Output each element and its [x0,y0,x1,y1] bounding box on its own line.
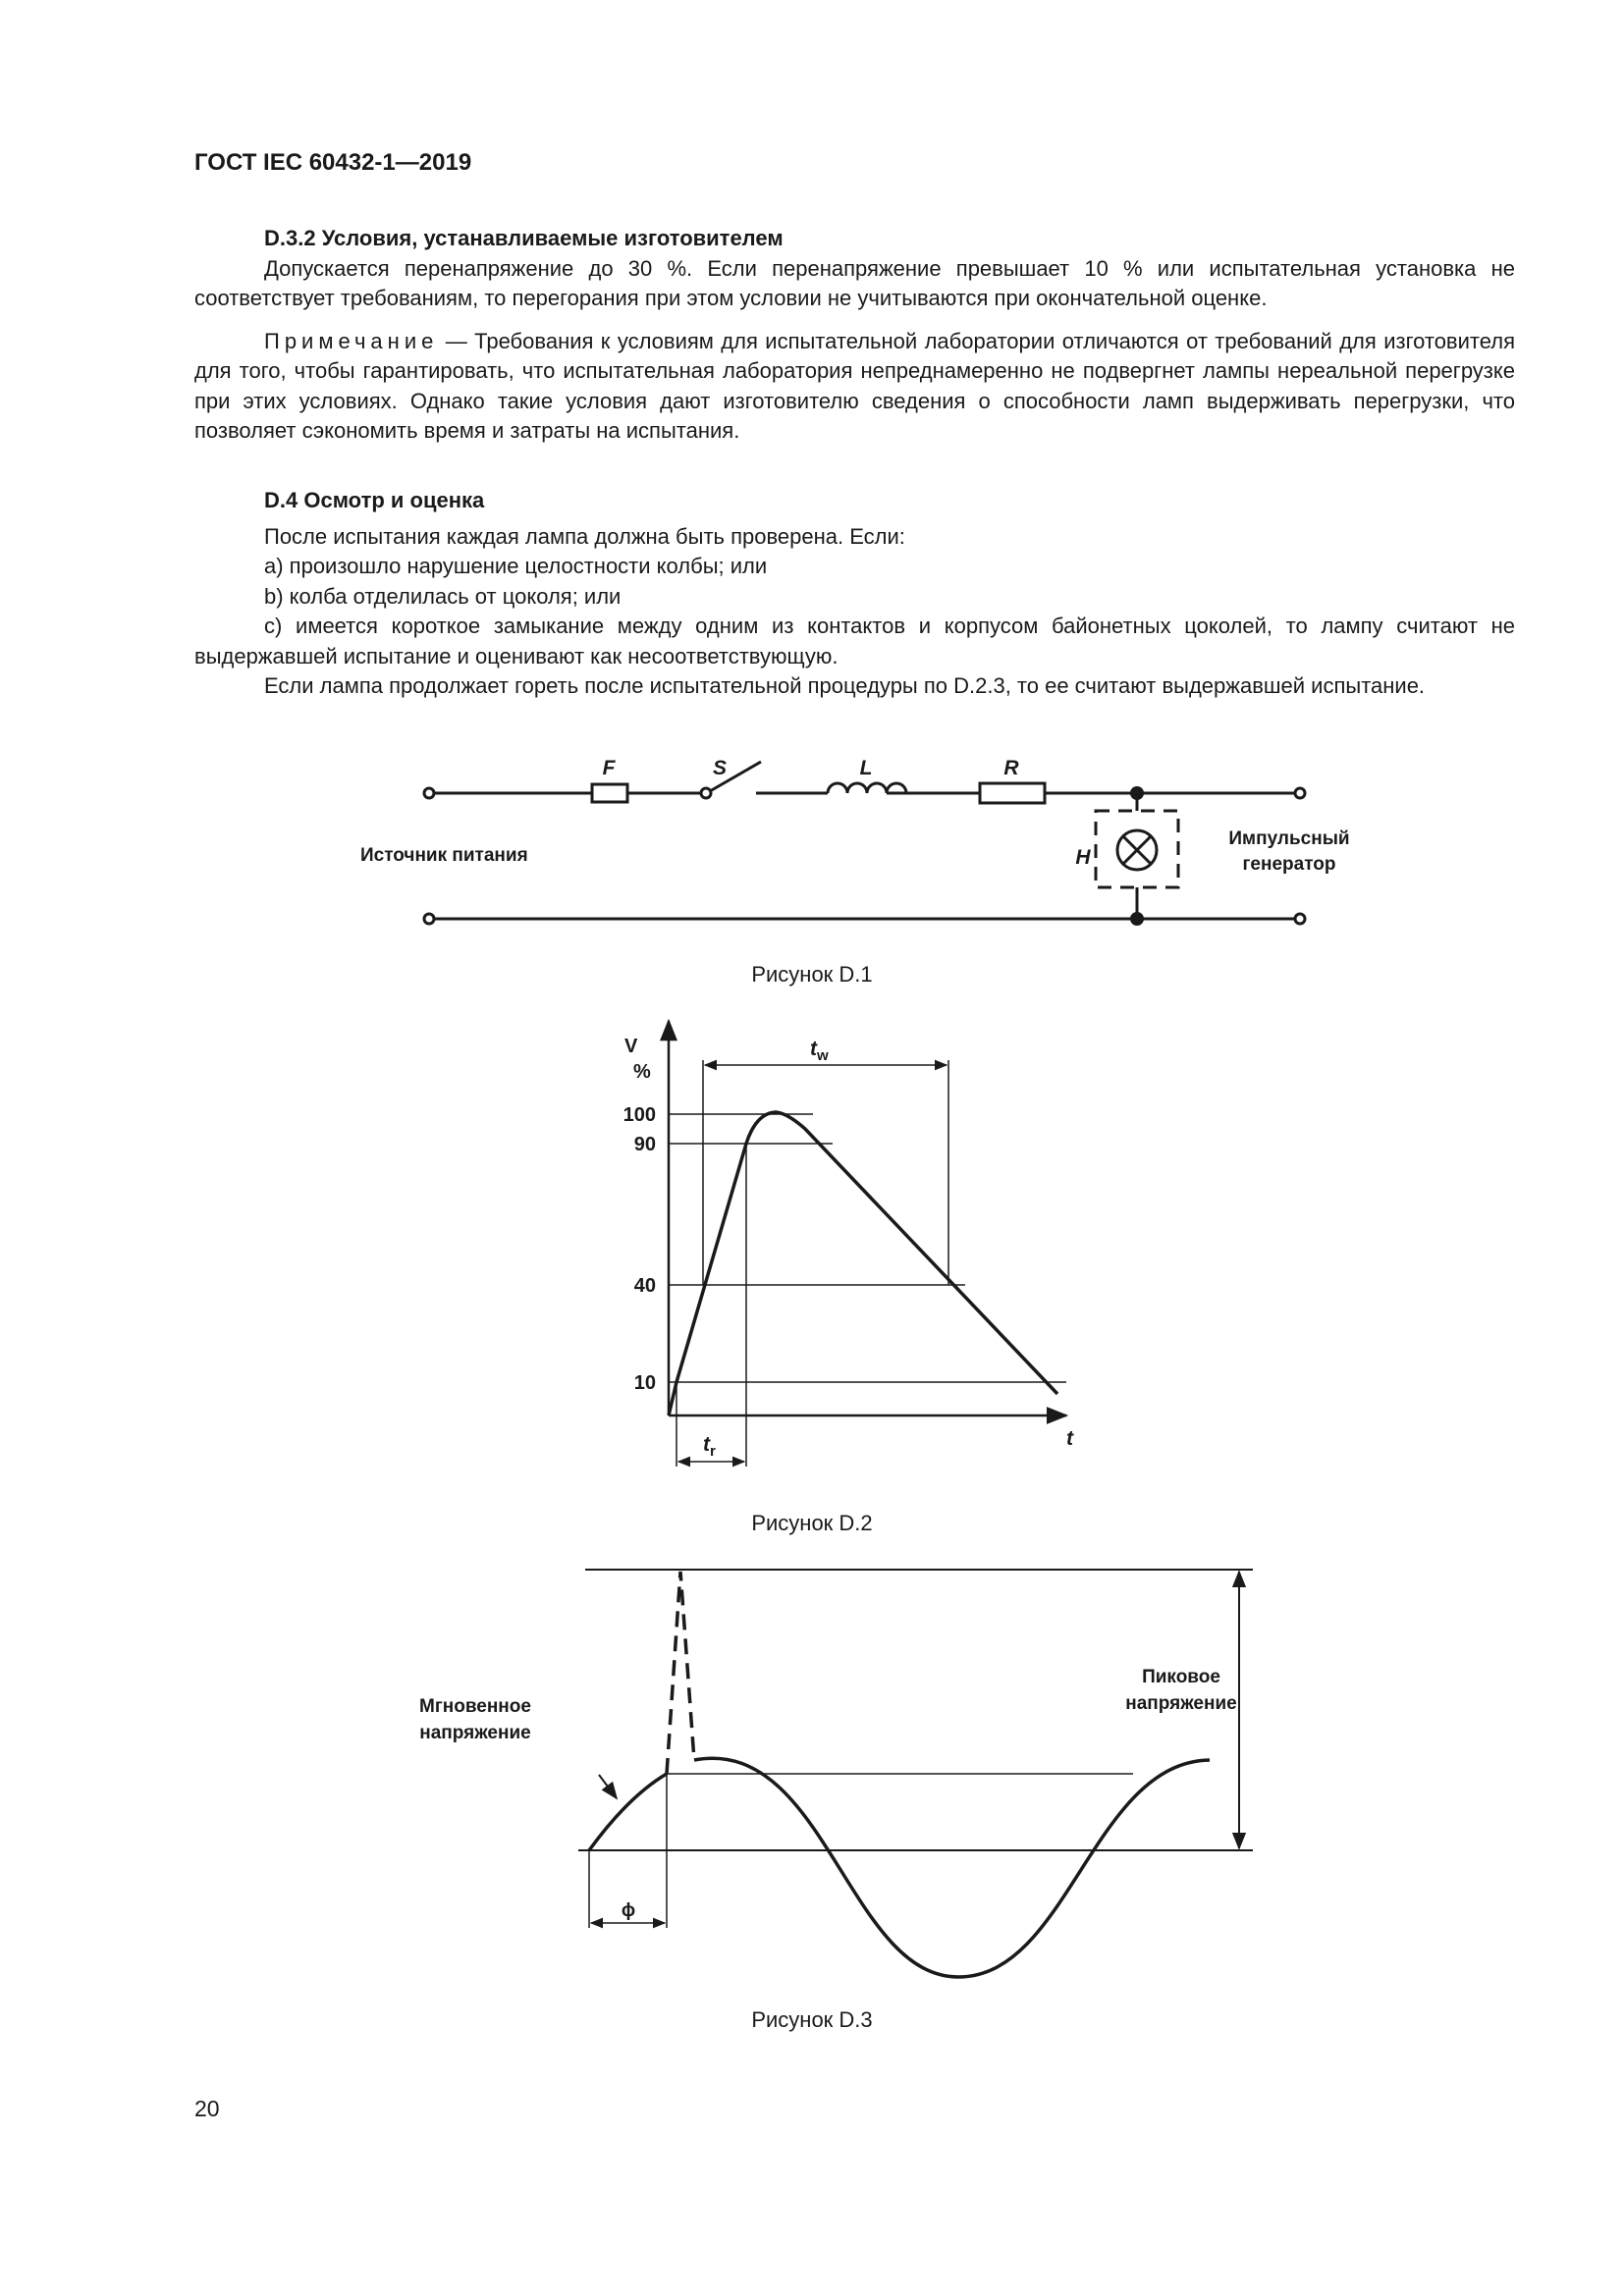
section-heading-d4: D.4 Осмотр и оценка [264,488,485,512]
terminal-top-right [1295,788,1305,798]
source-label: Источник питания [360,845,528,866]
paragraph-intro: После испытания каждая лампа должна быть проверена. Если: [264,523,905,549]
axis-v-label: V [624,1036,638,1057]
generator-label-1: Импульсный [1228,828,1350,849]
junction-top [1130,786,1144,800]
switch-s-pivot [701,788,711,798]
label-s: S [712,757,728,779]
instant-voltage-curve [589,1774,667,1850]
label-f: F [602,757,616,779]
pulse-curve [669,1112,1057,1415]
note-paragraph [194,327,1515,447]
section-heading-d32: D.3.2 Условия, устанавливаемые изготовителем [264,226,784,250]
phi-label: ϕ [621,1900,636,1921]
list-item-c: c) имеется короткое замыкание между одним из контактов и корпусом байонетных цоколей, то лампу считают не выдержавшей испытание и оценивают как несоответствующую. [194,614,1515,668]
terminal-top-left [424,788,434,798]
section-d4 [194,486,1515,702]
tw-label: $t_w$ [810,1038,829,1064]
spike-pulse [667,1572,694,1774]
fuse-f [592,784,627,802]
figure-d2-pulse [0,1011,1624,1492]
instant-voltage-pointer [599,1775,617,1798]
section-d32 [194,224,1515,447]
axis-percent-label: % [633,1061,651,1083]
label-r: R [1003,757,1019,779]
figure-d1-circuit [0,746,1624,942]
tick-40: 40 [633,1275,656,1297]
figure-d2-caption: Рисунок D.2 [751,1511,873,1535]
label-h: H [1075,846,1091,869]
terminal-bottom-right [1295,914,1305,924]
sine-wave [694,1758,1210,1977]
paragraph-final: Если лампа продолжает гореть после испытательной процедуры по D.2.3, то ее считают выдержавшей испытание. [264,673,1426,698]
axis-t-label: t [1066,1427,1073,1450]
note-label: Примечание [264,328,439,353]
instant-voltage-label-1: Мгновенное [419,1696,531,1717]
figure-d3-caption: Рисунок D.3 [751,2007,873,2032]
paragraph-overvoltage: Допускается перенапряжение до 30 %. Если перенапряжение превышает 10 % или испытательная установка не соответствует требованиям, то перегорания при этом условии не учитываются при окончательной оценке. [194,255,1515,310]
label-l: L [859,757,873,779]
generator-label-2: генератор [1242,854,1336,875]
junction-bottom [1130,912,1144,926]
tick-10: 10 [633,1372,656,1394]
list-item-a: a) произошло нарушение целостности колбы; или [264,554,768,578]
list-item-b: b) колба отделилась от цоколя; или [264,583,622,609]
instant-voltage-label-2: напряжение [419,1723,531,1743]
document-header: ГОСТ IEC 60432-1—2019 [194,149,472,176]
peak-voltage-label-2: напряжение [1125,1693,1237,1714]
tr-label: $t_r$ [703,1433,716,1460]
figure-d1-caption: Рисунок D.1 [751,962,873,987]
peak-voltage-label-1: Пиковое [1142,1667,1220,1687]
figure-d3-waveform [0,1556,1624,1988]
page-number: 20 [194,2096,220,2121]
terminal-bottom-left [424,914,434,924]
tick-100: 100 [623,1104,656,1126]
resistor-r [980,783,1045,803]
note-text: — Требования к условиям для испытательной лаборатории отличаются от требований для изготовителя для того, чтобы гарантировать, что испытательная лаборатория непреднамеренно не подвергнет лампы нереальной перегрузке при этих условиях. Однако такие условия дают изготовителю сведения о способности ламп выдерживать перегрузки, что позволяет сэкономить время и затраты на испытания. [194,328,1515,443]
tick-90: 90 [633,1134,656,1155]
